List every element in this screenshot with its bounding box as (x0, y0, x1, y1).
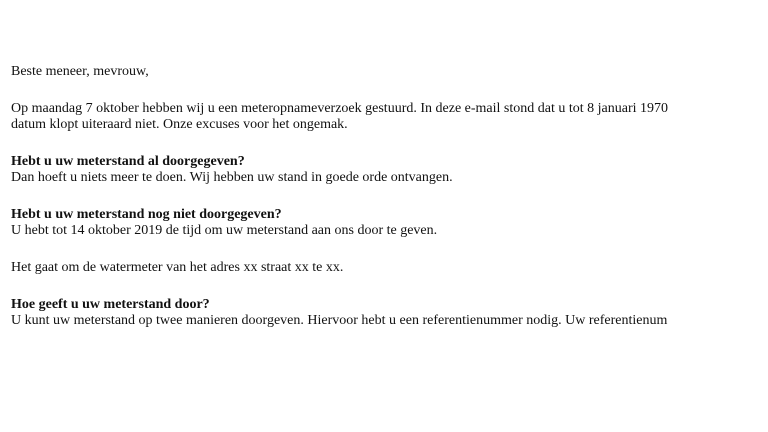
not-submitted-body: U hebt tot 14 oktober 2019 de tijd om uw meterstand aan ons door te geven. (11, 223, 438, 238)
greeting-text: Beste meneer, mevrouw, (11, 64, 149, 79)
intro-line-1: Op maandag 7 oktober hebben wij u een meteropnameverzoek gestuurd. In deze e-mail stond dat u tot 8 januari 1970 (11, 101, 669, 116)
paragraph-spacer (11, 186, 768, 207)
address-note: Het gaat om de watermeter van het adres xx straat xx te xx. (11, 260, 344, 275)
paragraph-spacer (11, 80, 768, 101)
how-body: U kunt uw meterstand op twee manieren doorgeven. Hiervoor hebt u een referentienummer nodig. Uw referentienum (11, 313, 668, 328)
email-body (11, 64, 768, 329)
paragraph-spacer (11, 276, 768, 297)
submitted-body: Dan hoeft u niets meer te doen. Wij hebben uw stand in goede orde ontvangen. (11, 170, 453, 185)
not-submitted-heading: Hebt u uw meterstand nog niet doorgegeven? (11, 207, 282, 222)
paragraph-spacer (11, 239, 768, 260)
intro-line-2: datum klopt uiteraard niet. Onze excuses voor het ongemak. (11, 117, 348, 132)
how-heading: Hoe geeft u uw meterstand door? (11, 297, 210, 312)
paragraph-spacer (11, 133, 768, 154)
submitted-heading: Hebt u uw meterstand al doorgegeven? (11, 154, 245, 169)
